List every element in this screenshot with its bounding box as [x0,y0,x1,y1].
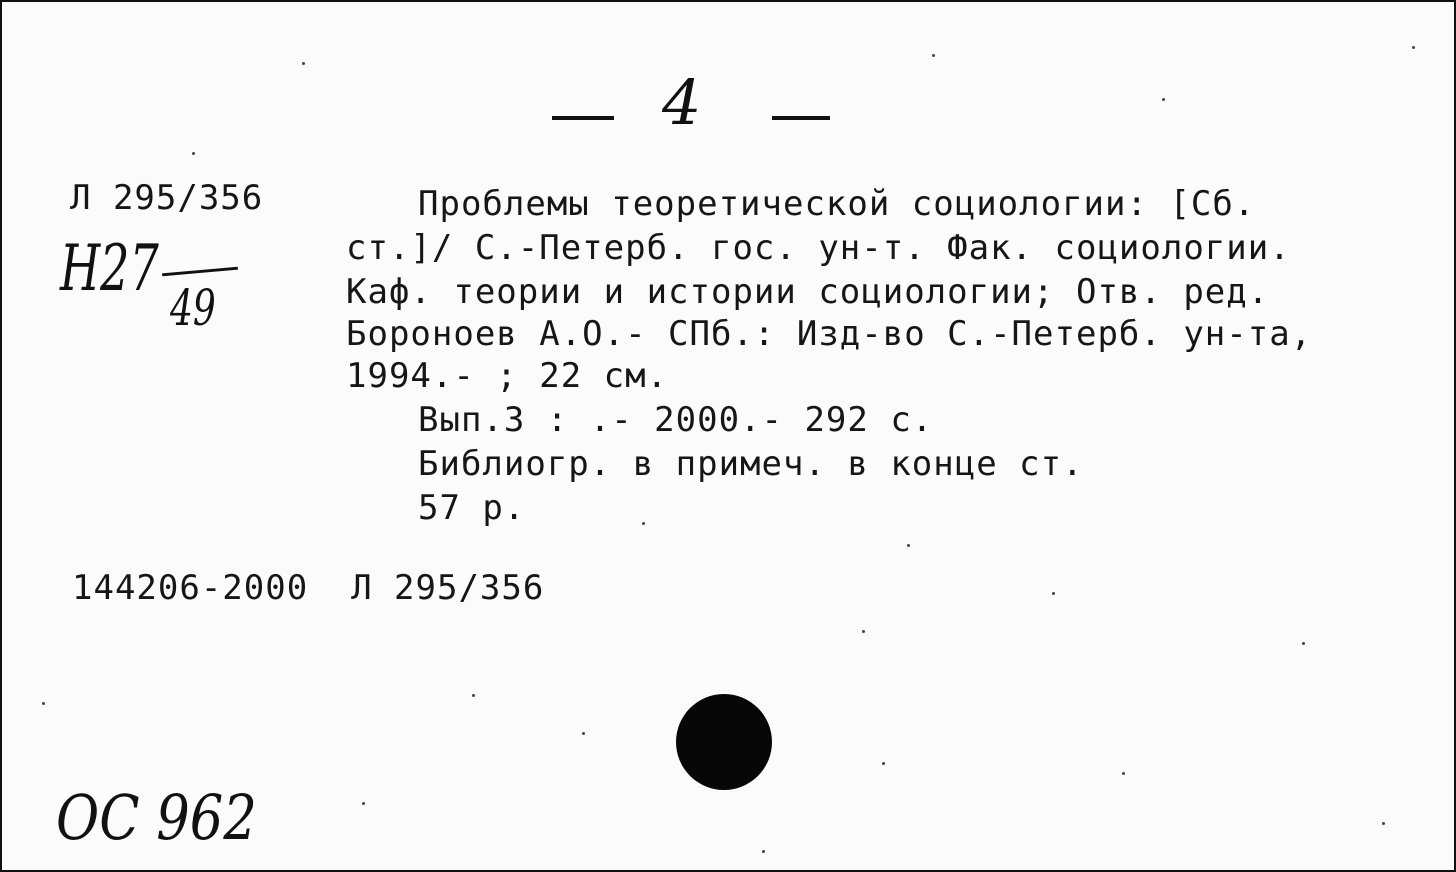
scan-speck [472,694,475,697]
punch-hole [676,694,772,790]
page-number-block [550,68,840,148]
scan-speck [1302,642,1305,645]
scan-speck [362,802,365,805]
scan-speck [862,630,865,633]
scan-speck [1122,772,1125,775]
scan-speck [932,54,935,57]
entry-line-4: Бороноев А.О.- СПб.: Изд-во С.-Петерб. ун-та, [346,314,1313,354]
scan-speck [907,544,910,547]
call-number-top: Л 295/356 [70,178,264,218]
scan-speck [192,152,195,155]
inventory-mark: ОС 962 [56,781,257,854]
entry-line-1: Проблемы теоретической социологии: [Сб. [418,184,1256,224]
scan-speck [642,522,645,525]
entry-note: Библиогр. в примеч. в конце ст. [418,444,1084,484]
entry-line-3: Каф. теории и истории социологии; Отв. ред. [346,272,1270,312]
scan-speck [1162,98,1165,101]
entry-line-2: ст.]/ С.-Петерб. гос. ун-т. Фак. социологии. [346,228,1291,268]
scan-speck [882,762,885,765]
entry-issue: Вып.3 : .- 2000.- 292 с. [418,400,934,440]
page-number: 4 [662,66,702,139]
scan-speck [762,850,765,853]
shelf-mark-sub: 49 [170,279,216,337]
accession-line: 144206-2000 Л 295/356 [72,568,545,608]
scan-speck [1382,822,1385,825]
entry-line-5: 1994.- ; 22 см. [346,356,669,396]
shelf-mark-fraction-line [162,267,238,277]
dash-right [772,116,830,120]
scan-speck [582,732,585,735]
scan-speck [1052,592,1055,595]
scan-speck [1412,46,1415,49]
scan-speck [302,62,305,65]
shelf-mark: H27 [60,232,159,306]
entry-price: 57 р. [418,488,526,528]
dash-left [552,116,614,120]
scan-speck [42,702,45,705]
